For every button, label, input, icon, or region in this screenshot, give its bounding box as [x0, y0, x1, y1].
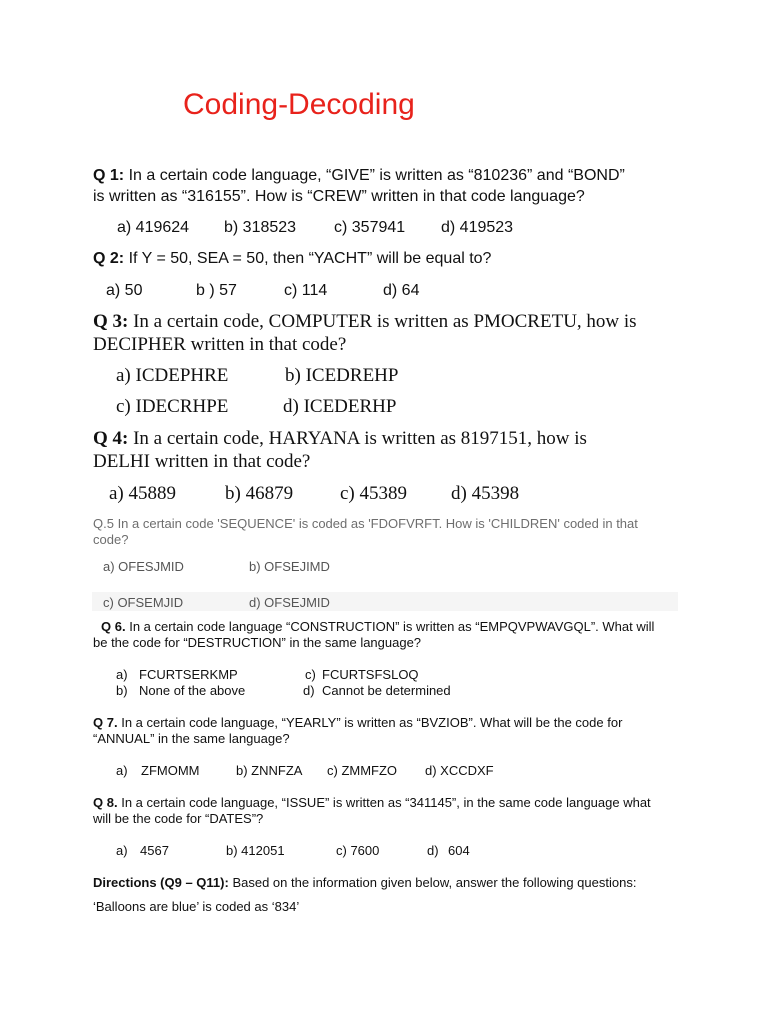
q7-option-a-text: ZFMOMM — [141, 763, 200, 778]
question-7-text-2: “ANNUAL” in the same language? — [93, 731, 290, 746]
q6-option-d-letter: d) — [303, 683, 315, 698]
question-1-line-1 — [93, 167, 625, 185]
q4-option-a: a) 45889 — [109, 483, 177, 504]
q8-option-d-letter: d) — [427, 843, 439, 858]
directions-example: ‘Balloons are blue’ is coded as ‘834’ — [93, 899, 300, 914]
q3-option-b: b) ICEDREHP — [285, 365, 399, 386]
question-6-text-1: In a certain code language “CONSTRUCTION” is written as “EMPQVPWAVGQL”. What will — [129, 619, 655, 634]
q2-option-d: d) 64 — [383, 282, 420, 299]
q7-option-d: d) XCCDXF — [425, 763, 494, 778]
q3-option-a: a) ICDEPHRE — [116, 365, 229, 386]
q1-option-a: a) 419624 — [117, 219, 190, 236]
directions-label: Directions (Q9 – Q11): — [93, 875, 229, 890]
question-2-text: If Y = 50, SEA = 50, then “YACHT” will be equal to? — [128, 250, 492, 267]
q4-option-b: b) 46879 — [225, 483, 294, 504]
question-2-number: Q 2: — [93, 250, 125, 267]
q8-option-b: b) 412051 — [226, 843, 285, 858]
question-8-text-2: will be the code for “DATES”? — [93, 811, 264, 826]
question-4-number: Q 4: — [93, 428, 129, 449]
q8-option-a-text: 4567 — [140, 843, 169, 858]
question-6-number: Q 6. — [101, 619, 126, 634]
question-3-text-1: In a certain code, COMPUTER is written as PMOCRETU, how is — [133, 311, 637, 332]
question-6-line-1 — [101, 619, 654, 634]
q2-option-a: a) 50 — [106, 282, 143, 299]
q3-option-d: d) ICEDERHP — [283, 396, 397, 417]
question-1-number: Q 1: — [93, 167, 125, 184]
q6-option-a-letter: a) — [116, 667, 128, 682]
question-3-line-1 — [93, 311, 637, 333]
q5-option-d: d) OFSEJMID — [249, 595, 330, 610]
q2-option-c: c) 114 — [284, 282, 328, 299]
question-2-line — [93, 250, 491, 268]
question-4-text-1: In a certain code, HARYANA is written as 8197151, how is — [133, 428, 587, 449]
question-3-text-2: DECIPHER written in that code? — [93, 334, 347, 355]
q5-option-b: b) OFSEJIMD — [249, 559, 330, 574]
question-8-line-1 — [93, 795, 651, 810]
question-5-text-1: Q.5 In a certain code 'SEQUENCE' is coded as 'FDOFVRFT. How is 'CHILDREN' coded in that — [93, 516, 638, 531]
question-4-text-2: DELHI written in that code? — [93, 451, 311, 472]
question-4-line-1 — [93, 428, 587, 450]
q4-option-d: d) 45398 — [451, 483, 520, 504]
directions-text: Based on the information given below, answer the following questions: — [232, 875, 637, 890]
q1-option-d: d) 419523 — [441, 219, 514, 236]
q6-option-b-text: None of the above — [139, 683, 246, 698]
question-3-number: Q 3: — [93, 311, 129, 332]
q5-option-a: a) OFESJMID — [103, 559, 184, 574]
q7-option-a-letter: a) — [116, 763, 128, 778]
page-title: Coding-Decoding — [183, 88, 415, 121]
q8-option-c: c) 7600 — [336, 843, 380, 858]
q5-option-c: c) OFSEMJID — [103, 595, 184, 610]
q1-option-b: b) 318523 — [224, 219, 297, 236]
question-8-number: Q 8. — [93, 795, 118, 810]
q6-option-b-letter: b) — [116, 683, 128, 698]
question-1-text-1: In a certain code language, “GIVE” is written as “810236” and “BOND” — [128, 167, 625, 184]
directions-line — [93, 875, 636, 890]
question-5-text-2: code? — [93, 532, 129, 547]
q3-option-c: c) IDECRHPE — [116, 396, 229, 417]
question-7-number: Q 7. — [93, 715, 118, 730]
q7-option-b: b) ZNNFZA — [236, 763, 303, 778]
q6-option-c-letter: c) — [305, 667, 316, 682]
q8-option-d-text: 604 — [448, 843, 470, 858]
question-7-text-1: In a certain code language, “YEARLY” is written as “BVZIOB”. What will be the code for — [121, 715, 623, 730]
question-6-text-2: be the code for “DESTRUCTION” in the same language? — [93, 635, 422, 650]
question-8-text-1: In a certain code language, “ISSUE” is written as “341145”, in the same code language what — [121, 795, 651, 810]
q1-option-c: c) 357941 — [334, 219, 406, 236]
q6-option-d-text: Cannot be determined — [322, 683, 451, 698]
question-7-line-1 — [93, 715, 622, 730]
q6-option-a-text: FCURTSERKMP — [139, 667, 238, 682]
question-1-text-2: is written as “316155”. How is “CREW” written in that code language? — [93, 188, 585, 205]
q6-option-c-text: FCURTSFSLOQ — [322, 667, 419, 682]
q8-option-a-letter: a) — [116, 843, 128, 858]
q4-option-c: c) 45389 — [340, 483, 408, 504]
q2-option-b: b ) 57 — [196, 282, 237, 299]
q7-option-c: c) ZMMFZO — [327, 763, 398, 778]
